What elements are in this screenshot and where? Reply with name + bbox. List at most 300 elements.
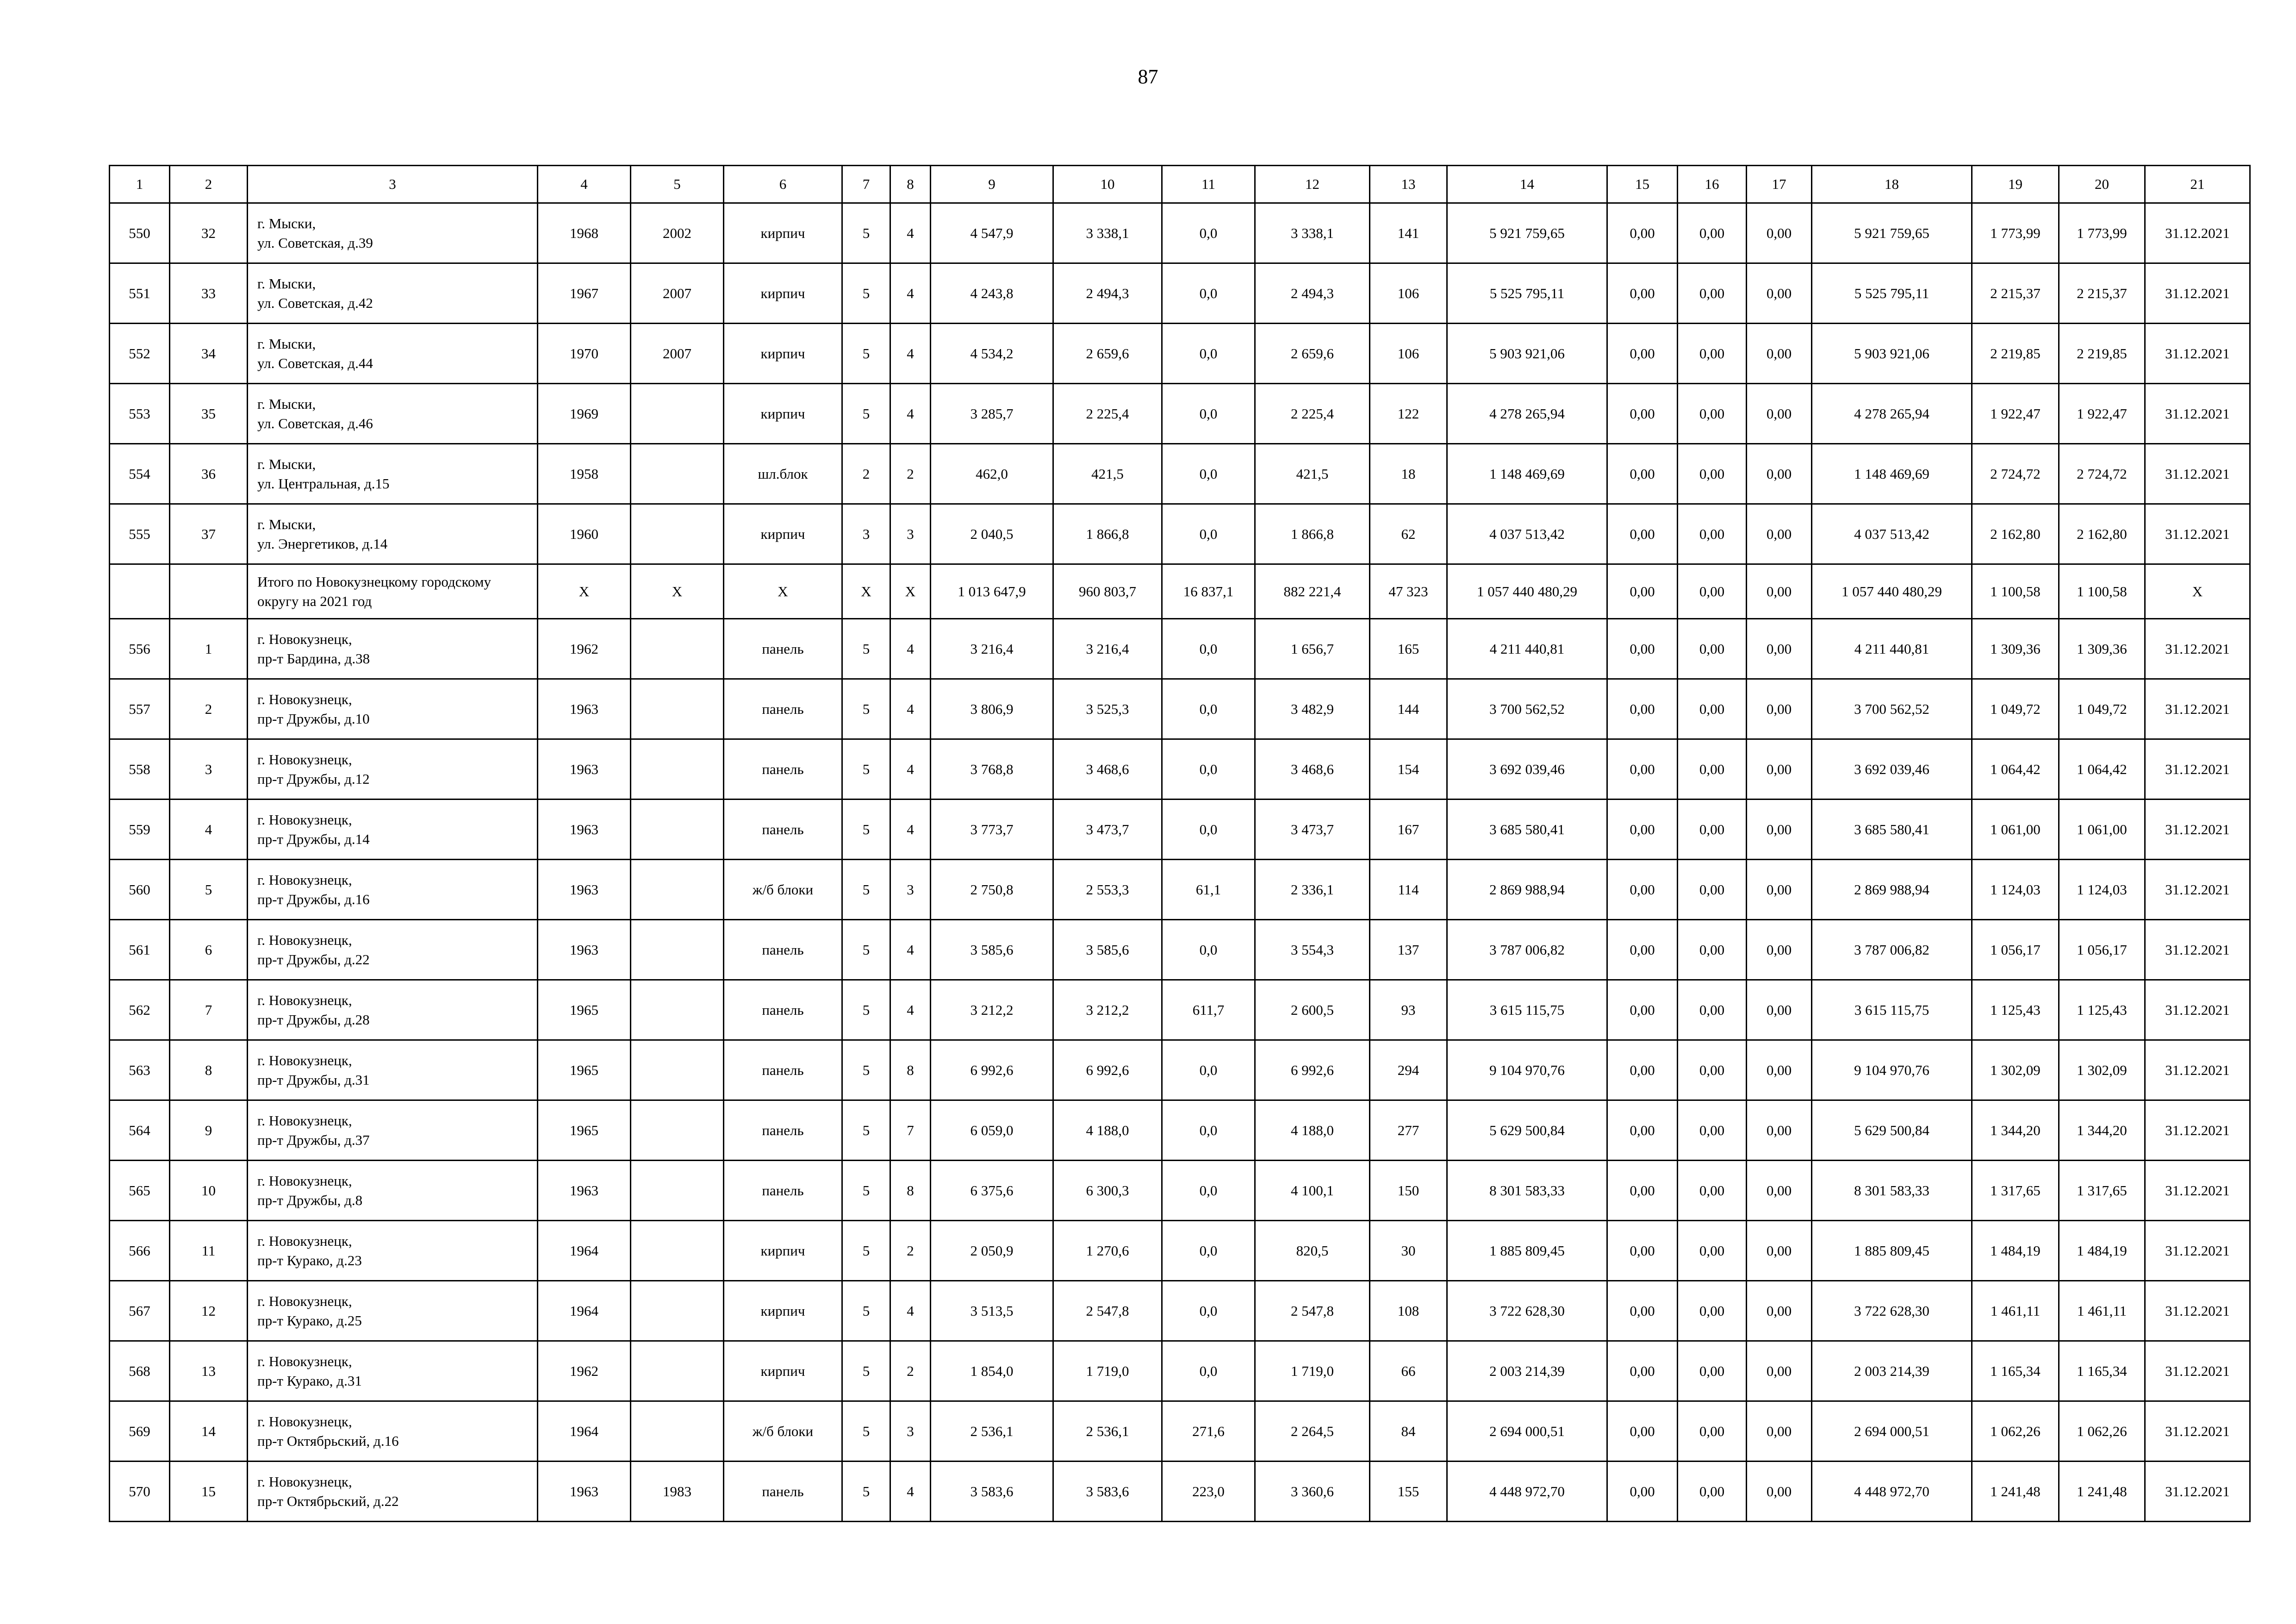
completion-date: X bbox=[2145, 564, 2250, 619]
cost-c15: 0,00 bbox=[1607, 920, 1678, 980]
floors: 5 bbox=[842, 980, 890, 1040]
cost-c17: 0,00 bbox=[1747, 1401, 1812, 1462]
column-number-header: 16 bbox=[1678, 166, 1747, 203]
total-area: 1 013 647,9 bbox=[931, 564, 1053, 619]
address-line-2: пр-т Дружбы, д.10 bbox=[257, 710, 370, 727]
cost-c17: 0,00 bbox=[1747, 384, 1812, 444]
address-line-2: пр-т Дружбы, д.31 bbox=[257, 1071, 370, 1088]
living-area: 1 719,0 bbox=[1053, 1341, 1162, 1401]
year-renovated bbox=[631, 1281, 724, 1341]
address-cell bbox=[248, 1221, 538, 1281]
cost-total: 2 694 000,51 bbox=[1447, 1401, 1607, 1462]
row-number: 561 bbox=[110, 920, 170, 980]
local-number: 5 bbox=[170, 860, 248, 920]
local-number: 35 bbox=[170, 384, 248, 444]
floors: 5 bbox=[842, 739, 890, 800]
area-c11: 223,0 bbox=[1162, 1462, 1255, 1522]
wall-material: кирпич bbox=[724, 504, 842, 564]
wall-material: кирпич bbox=[724, 203, 842, 263]
cost-total: 3 615 115,75 bbox=[1447, 980, 1607, 1040]
year-renovated bbox=[631, 1341, 724, 1401]
living-area: 2 659,6 bbox=[1053, 324, 1162, 384]
column-number-header: 20 bbox=[2059, 166, 2145, 203]
wall-material: панель bbox=[724, 980, 842, 1040]
area-c11: 0,0 bbox=[1162, 1161, 1255, 1221]
completion-date: 31.12.2021 bbox=[2145, 263, 2250, 324]
cost-c18: 2 869 988,94 bbox=[1812, 860, 1972, 920]
cost-c17: 0,00 bbox=[1747, 1161, 1812, 1221]
unit-cost-c19: 2 724,72 bbox=[1972, 444, 2059, 504]
cost-c18: 5 629 500,84 bbox=[1812, 1100, 1972, 1161]
total-area: 4 547,9 bbox=[931, 203, 1053, 263]
floors: 5 bbox=[842, 1401, 890, 1462]
row-number: 557 bbox=[110, 679, 170, 739]
address-cell bbox=[248, 564, 538, 619]
address-line-2: пр-т Дружбы, д.8 bbox=[257, 1192, 363, 1208]
address-line-1: г. Новокузнецк, bbox=[257, 871, 352, 888]
address-line-1: г. Новокузнецк, bbox=[257, 811, 352, 828]
table-row bbox=[110, 1161, 2250, 1221]
address-cell bbox=[248, 324, 538, 384]
unit-cost-c20: 1 064,42 bbox=[2059, 739, 2145, 800]
cost-total: 5 903 921,06 bbox=[1447, 324, 1607, 384]
cost-c15: 0,00 bbox=[1607, 619, 1678, 679]
floors: 5 bbox=[842, 1040, 890, 1100]
local-number: 2 bbox=[170, 679, 248, 739]
unit-cost-c20: 1 125,43 bbox=[2059, 980, 2145, 1040]
area-c12: 1 866,8 bbox=[1255, 504, 1370, 564]
row-number: 554 bbox=[110, 444, 170, 504]
unit-cost-c19: 1 062,26 bbox=[1972, 1401, 2059, 1462]
cost-c18: 3 685 580,41 bbox=[1812, 800, 1972, 860]
wall-material: панель bbox=[724, 739, 842, 800]
cost-total: 4 448 972,70 bbox=[1447, 1462, 1607, 1522]
cost-c18: 8 301 583,33 bbox=[1812, 1161, 1972, 1221]
local-number: 10 bbox=[170, 1161, 248, 1221]
cost-c18: 3 722 628,30 bbox=[1812, 1281, 1972, 1341]
column-number-header: 9 bbox=[931, 166, 1053, 203]
local-number: 13 bbox=[170, 1341, 248, 1401]
floors: 5 bbox=[842, 1161, 890, 1221]
wall-material: кирпич bbox=[724, 1341, 842, 1401]
total-area: 3 216,4 bbox=[931, 619, 1053, 679]
completion-date: 31.12.2021 bbox=[2145, 384, 2250, 444]
floors: 5 bbox=[842, 1100, 890, 1161]
entrances: 4 bbox=[890, 263, 931, 324]
local-number: 32 bbox=[170, 203, 248, 263]
unit-cost-c20: 1 922,47 bbox=[2059, 384, 2145, 444]
table-row bbox=[110, 860, 2250, 920]
total-area: 4 243,8 bbox=[931, 263, 1053, 324]
residents: 150 bbox=[1370, 1161, 1447, 1221]
year-built: 1963 bbox=[538, 679, 631, 739]
address-line-2: округу на 2021 год bbox=[257, 593, 372, 609]
floors: 5 bbox=[842, 679, 890, 739]
address-line-1: г. Новокузнецк, bbox=[257, 1172, 352, 1189]
total-area: 3 583,6 bbox=[931, 1462, 1053, 1522]
cost-c15: 0,00 bbox=[1607, 1281, 1678, 1341]
living-area: 3 468,6 bbox=[1053, 739, 1162, 800]
unit-cost-c20: 1 317,65 bbox=[2059, 1161, 2145, 1221]
completion-date: 31.12.2021 bbox=[2145, 203, 2250, 263]
area-c11: 0,0 bbox=[1162, 203, 1255, 263]
area-c11: 0,0 bbox=[1162, 444, 1255, 504]
cost-total: 5 525 795,11 bbox=[1447, 263, 1607, 324]
cost-c15: 0,00 bbox=[1607, 1100, 1678, 1161]
cost-c17: 0,00 bbox=[1747, 739, 1812, 800]
address-cell bbox=[248, 1341, 538, 1401]
area-c12: 1 656,7 bbox=[1255, 619, 1370, 679]
area-c12: 4 100,1 bbox=[1255, 1161, 1370, 1221]
row-number: 551 bbox=[110, 263, 170, 324]
wall-material: панель bbox=[724, 1161, 842, 1221]
column-number-header: 19 bbox=[1972, 166, 2059, 203]
wall-material: кирпич bbox=[724, 263, 842, 324]
wall-material: панель bbox=[724, 800, 842, 860]
entrances: 4 bbox=[890, 324, 931, 384]
total-area: 3 285,7 bbox=[931, 384, 1053, 444]
unit-cost-c20: 1 302,09 bbox=[2059, 1040, 2145, 1100]
area-c11: 271,6 bbox=[1162, 1401, 1255, 1462]
residents: 165 bbox=[1370, 619, 1447, 679]
unit-cost-c19: 1 461,11 bbox=[1972, 1281, 2059, 1341]
cost-c17: 0,00 bbox=[1747, 1100, 1812, 1161]
column-number-header: 21 bbox=[2145, 166, 2250, 203]
floors: 5 bbox=[842, 619, 890, 679]
living-area: 3 338,1 bbox=[1053, 203, 1162, 263]
year-built: X bbox=[538, 564, 631, 619]
cost-c18: 2 694 000,51 bbox=[1812, 1401, 1972, 1462]
cost-c15: 0,00 bbox=[1607, 1161, 1678, 1221]
address-line-2: ул. Советская, д.42 bbox=[257, 294, 373, 311]
entrances: 2 bbox=[890, 1341, 931, 1401]
completion-date: 31.12.2021 bbox=[2145, 1221, 2250, 1281]
completion-date: 31.12.2021 bbox=[2145, 1040, 2250, 1100]
cost-c16: 0,00 bbox=[1678, 1401, 1747, 1462]
unit-cost-c20: 1 124,03 bbox=[2059, 860, 2145, 920]
cost-c17: 0,00 bbox=[1747, 679, 1812, 739]
year-renovated bbox=[631, 504, 724, 564]
year-renovated bbox=[631, 980, 724, 1040]
residents: 62 bbox=[1370, 504, 1447, 564]
column-number-header: 5 bbox=[631, 166, 724, 203]
year-built: 1963 bbox=[538, 800, 631, 860]
unit-cost-c20: 1 061,00 bbox=[2059, 800, 2145, 860]
entrances: 4 bbox=[890, 1281, 931, 1341]
completion-date: 31.12.2021 bbox=[2145, 1161, 2250, 1221]
row-number: 566 bbox=[110, 1221, 170, 1281]
column-number-header: 12 bbox=[1255, 166, 1370, 203]
cost-c17: 0,00 bbox=[1747, 980, 1812, 1040]
year-renovated bbox=[631, 679, 724, 739]
row-number: 559 bbox=[110, 800, 170, 860]
cost-c18: 4 278 265,94 bbox=[1812, 384, 1972, 444]
year-built: 1962 bbox=[538, 619, 631, 679]
address-cell bbox=[248, 1161, 538, 1221]
unit-cost-c19: 1 484,19 bbox=[1972, 1221, 2059, 1281]
row-number: 564 bbox=[110, 1100, 170, 1161]
residents: 167 bbox=[1370, 800, 1447, 860]
area-c12: 2 659,6 bbox=[1255, 324, 1370, 384]
cost-c15: 0,00 bbox=[1607, 1040, 1678, 1100]
cost-c16: 0,00 bbox=[1678, 504, 1747, 564]
row-number: 550 bbox=[110, 203, 170, 263]
cost-c15: 0,00 bbox=[1607, 739, 1678, 800]
residents: 18 bbox=[1370, 444, 1447, 504]
page-number: 87 bbox=[1138, 65, 1158, 88]
cost-total: 4 211 440,81 bbox=[1447, 619, 1607, 679]
area-c11: 0,0 bbox=[1162, 263, 1255, 324]
year-renovated bbox=[631, 444, 724, 504]
address-line-2: ул. Советская, д.39 bbox=[257, 234, 373, 251]
wall-material: панель bbox=[724, 1462, 842, 1522]
cost-c16: 0,00 bbox=[1678, 444, 1747, 504]
wall-material: панель bbox=[724, 1100, 842, 1161]
unit-cost-c19: 1 309,36 bbox=[1972, 619, 2059, 679]
local-number: 34 bbox=[170, 324, 248, 384]
area-c12: 820,5 bbox=[1255, 1221, 1370, 1281]
local-number: 15 bbox=[170, 1462, 248, 1522]
address-line-2: пр-т Дружбы, д.28 bbox=[257, 1011, 370, 1028]
row-number: 563 bbox=[110, 1040, 170, 1100]
address-cell bbox=[248, 800, 538, 860]
address-line-2: ул. Советская, д.44 bbox=[257, 355, 373, 371]
address-cell bbox=[248, 203, 538, 263]
address-line-2: пр-т Дружбы, д.12 bbox=[257, 770, 370, 787]
entrances: 4 bbox=[890, 739, 931, 800]
wall-material: кирпич bbox=[724, 324, 842, 384]
column-number-header: 11 bbox=[1162, 166, 1255, 203]
address-line-1: г. Мыски, bbox=[257, 456, 316, 472]
residents: 144 bbox=[1370, 679, 1447, 739]
local-number: 9 bbox=[170, 1100, 248, 1161]
unit-cost-c19: 1 124,03 bbox=[1972, 860, 2059, 920]
year-built: 1964 bbox=[538, 1281, 631, 1341]
local-number: 33 bbox=[170, 263, 248, 324]
local-number bbox=[170, 564, 248, 619]
column-number-header: 1 bbox=[110, 166, 170, 203]
unit-cost-c19: 1 241,48 bbox=[1972, 1462, 2059, 1522]
address-cell bbox=[248, 920, 538, 980]
cost-total: 3 692 039,46 bbox=[1447, 739, 1607, 800]
area-c12: 6 992,6 bbox=[1255, 1040, 1370, 1100]
cost-total: 2 869 988,94 bbox=[1447, 860, 1607, 920]
local-number: 8 bbox=[170, 1040, 248, 1100]
area-c11: 0,0 bbox=[1162, 679, 1255, 739]
local-number: 12 bbox=[170, 1281, 248, 1341]
year-built: 1968 bbox=[538, 203, 631, 263]
area-c12: 2 494,3 bbox=[1255, 263, 1370, 324]
table-row bbox=[110, 384, 2250, 444]
row-number: 553 bbox=[110, 384, 170, 444]
wall-material: панель bbox=[724, 920, 842, 980]
cost-total: 2 003 214,39 bbox=[1447, 1341, 1607, 1401]
area-c12: 2 225,4 bbox=[1255, 384, 1370, 444]
unit-cost-c20: 1 484,19 bbox=[2059, 1221, 2145, 1281]
cost-total: 3 722 628,30 bbox=[1447, 1281, 1607, 1341]
living-area: 1 866,8 bbox=[1053, 504, 1162, 564]
cost-c17: 0,00 bbox=[1747, 504, 1812, 564]
completion-date: 31.12.2021 bbox=[2145, 444, 2250, 504]
unit-cost-c19: 1 049,72 bbox=[1972, 679, 2059, 739]
area-c11: 0,0 bbox=[1162, 324, 1255, 384]
address-cell bbox=[248, 1040, 538, 1100]
living-area: 3 216,4 bbox=[1053, 619, 1162, 679]
cost-c16: 0,00 bbox=[1678, 860, 1747, 920]
address-line-2: пр-т Курако, д.31 bbox=[257, 1372, 362, 1389]
cost-c15: 0,00 bbox=[1607, 324, 1678, 384]
cost-c15: 0,00 bbox=[1607, 1221, 1678, 1281]
local-number: 1 bbox=[170, 619, 248, 679]
row-number: 560 bbox=[110, 860, 170, 920]
unit-cost-c20: 1 062,26 bbox=[2059, 1401, 2145, 1462]
area-c12: 421,5 bbox=[1255, 444, 1370, 504]
living-area: 2 553,3 bbox=[1053, 860, 1162, 920]
row-number: 569 bbox=[110, 1401, 170, 1462]
column-number-header: 17 bbox=[1747, 166, 1812, 203]
address-cell bbox=[248, 384, 538, 444]
year-renovated: 1983 bbox=[631, 1462, 724, 1522]
cost-c16: 0,00 bbox=[1678, 920, 1747, 980]
cost-c17: 0,00 bbox=[1747, 860, 1812, 920]
column-number-header: 14 bbox=[1447, 166, 1607, 203]
floors: 5 bbox=[842, 1281, 890, 1341]
wall-material: панель bbox=[724, 1040, 842, 1100]
column-number-header: 8 bbox=[890, 166, 931, 203]
area-c11: 0,0 bbox=[1162, 1281, 1255, 1341]
address-line-2: ул. Советская, д.46 bbox=[257, 415, 373, 431]
entrances: 4 bbox=[890, 920, 931, 980]
completion-date: 31.12.2021 bbox=[2145, 1100, 2250, 1161]
floors: 2 bbox=[842, 444, 890, 504]
unit-cost-c19: 2 162,80 bbox=[1972, 504, 2059, 564]
address-line-2: пр-т Курако, д.25 bbox=[257, 1312, 362, 1329]
unit-cost-c19: 1 064,42 bbox=[1972, 739, 2059, 800]
cost-c17: 0,00 bbox=[1747, 1221, 1812, 1281]
column-number-header: 15 bbox=[1607, 166, 1678, 203]
cost-c17: 0,00 bbox=[1747, 1281, 1812, 1341]
living-area: 3 212,2 bbox=[1053, 980, 1162, 1040]
year-built: 1969 bbox=[538, 384, 631, 444]
column-number-header: 3 bbox=[248, 166, 538, 203]
cost-c17: 0,00 bbox=[1747, 619, 1812, 679]
cost-c16: 0,00 bbox=[1678, 1161, 1747, 1221]
entrances: 4 bbox=[890, 679, 931, 739]
residents: 106 bbox=[1370, 263, 1447, 324]
cost-c18: 1 885 809,45 bbox=[1812, 1221, 1972, 1281]
total-area: 2 750,8 bbox=[931, 860, 1053, 920]
row-number: 556 bbox=[110, 619, 170, 679]
cost-c16: 0,00 bbox=[1678, 1221, 1747, 1281]
total-area: 3 806,9 bbox=[931, 679, 1053, 739]
address-line-1: г. Мыски, bbox=[257, 335, 316, 352]
area-c11: 0,0 bbox=[1162, 800, 1255, 860]
total-area: 2 536,1 bbox=[931, 1401, 1053, 1462]
row-number: 558 bbox=[110, 739, 170, 800]
residents: 106 bbox=[1370, 324, 1447, 384]
cost-total: 9 104 970,76 bbox=[1447, 1040, 1607, 1100]
area-c12: 3 360,6 bbox=[1255, 1462, 1370, 1522]
completion-date: 31.12.2021 bbox=[2145, 980, 2250, 1040]
table-row bbox=[110, 263, 2250, 324]
local-number: 7 bbox=[170, 980, 248, 1040]
cost-c18: 4 211 440,81 bbox=[1812, 619, 1972, 679]
address-line-1: г. Новокузнецк, bbox=[257, 751, 352, 768]
row-number: 552 bbox=[110, 324, 170, 384]
cost-total: 1 148 469,69 bbox=[1447, 444, 1607, 504]
residents: 122 bbox=[1370, 384, 1447, 444]
unit-cost-c20: 1 461,11 bbox=[2059, 1281, 2145, 1341]
unit-cost-c19: 1 061,00 bbox=[1972, 800, 2059, 860]
cost-c16: 0,00 bbox=[1678, 800, 1747, 860]
cost-total: 5 629 500,84 bbox=[1447, 1100, 1607, 1161]
cost-total: 1 057 440 480,29 bbox=[1447, 564, 1607, 619]
residents: 93 bbox=[1370, 980, 1447, 1040]
table-row bbox=[110, 1401, 2250, 1462]
cost-c16: 0,00 bbox=[1678, 1040, 1747, 1100]
address-cell bbox=[248, 1281, 538, 1341]
unit-cost-c19: 1 302,09 bbox=[1972, 1040, 2059, 1100]
living-area: 6 300,3 bbox=[1053, 1161, 1162, 1221]
column-number-header: 10 bbox=[1053, 166, 1162, 203]
address-line-2: пр-т Дружбы, д.22 bbox=[257, 951, 370, 968]
year-built: 1958 bbox=[538, 444, 631, 504]
area-c12: 3 468,6 bbox=[1255, 739, 1370, 800]
row-number: 555 bbox=[110, 504, 170, 564]
cost-c16: 0,00 bbox=[1678, 1281, 1747, 1341]
floors: 5 bbox=[842, 203, 890, 263]
address-line-1: г. Новокузнецк, bbox=[257, 1413, 352, 1430]
address-cell bbox=[248, 263, 538, 324]
year-built: 1963 bbox=[538, 1161, 631, 1221]
address-cell bbox=[248, 444, 538, 504]
year-renovated bbox=[631, 800, 724, 860]
cost-c16: 0,00 bbox=[1678, 564, 1747, 619]
table-row bbox=[110, 920, 2250, 980]
address-line-2: ул. Энергетиков, д.14 bbox=[257, 535, 388, 552]
year-renovated bbox=[631, 1100, 724, 1161]
year-renovated bbox=[631, 619, 724, 679]
entrances: 2 bbox=[890, 444, 931, 504]
housing-register-table bbox=[109, 165, 2251, 1522]
cost-c16: 0,00 bbox=[1678, 739, 1747, 800]
living-area: 960 803,7 bbox=[1053, 564, 1162, 619]
table-row bbox=[110, 324, 2250, 384]
cost-c17: 0,00 bbox=[1747, 1040, 1812, 1100]
total-area: 3 513,5 bbox=[931, 1281, 1053, 1341]
wall-material: шл.блок bbox=[724, 444, 842, 504]
area-c11: 0,0 bbox=[1162, 1341, 1255, 1401]
completion-date: 31.12.2021 bbox=[2145, 739, 2250, 800]
completion-date: 31.12.2021 bbox=[2145, 920, 2250, 980]
area-c12: 2 547,8 bbox=[1255, 1281, 1370, 1341]
row-number: 567 bbox=[110, 1281, 170, 1341]
row-number: 568 bbox=[110, 1341, 170, 1401]
total-area: 1 854,0 bbox=[931, 1341, 1053, 1401]
area-c11: 0,0 bbox=[1162, 504, 1255, 564]
floors: 5 bbox=[842, 1462, 890, 1522]
cost-c15: 0,00 bbox=[1607, 1462, 1678, 1522]
table-row bbox=[110, 679, 2250, 739]
completion-date: 31.12.2021 bbox=[2145, 619, 2250, 679]
total-area: 4 534,2 bbox=[931, 324, 1053, 384]
year-renovated bbox=[631, 384, 724, 444]
column-number-header: 18 bbox=[1812, 166, 1972, 203]
living-area: 2 494,3 bbox=[1053, 263, 1162, 324]
cost-total: 5 921 759,65 bbox=[1447, 203, 1607, 263]
living-area: 2 225,4 bbox=[1053, 384, 1162, 444]
living-area: 2 547,8 bbox=[1053, 1281, 1162, 1341]
